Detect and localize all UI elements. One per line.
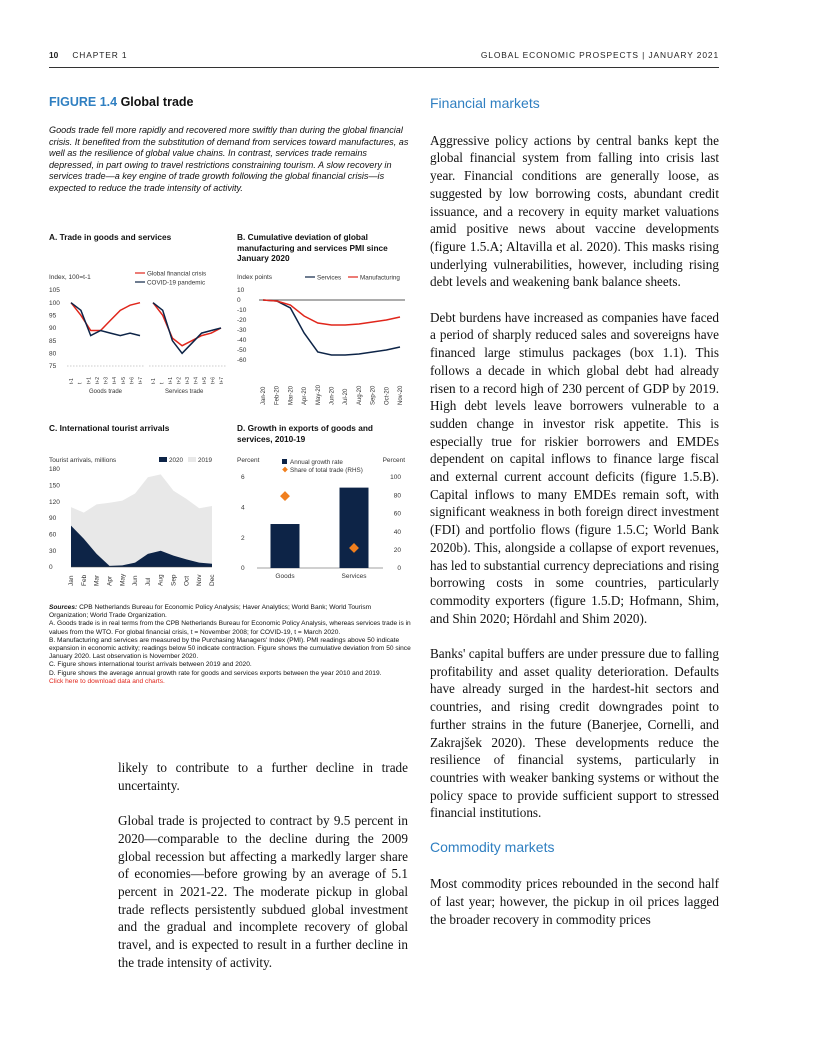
panel-c-xtick: Apr: [106, 575, 114, 586]
figure-sources: [49, 604, 411, 686]
panel-d-xtick: Goods: [275, 573, 295, 580]
panel-d-xtick: Services: [341, 573, 367, 580]
panel-c-title: C. International tourist arrivals: [49, 423, 170, 433]
panel-a-ytick: 85: [49, 337, 57, 345]
sources-line: [49, 604, 411, 620]
figure-number: FIGURE 1.4: [49, 95, 118, 109]
panel-b-xtick: May-20: [315, 384, 322, 405]
panel-a: [49, 232, 229, 402]
panel-a-services-xtick: t+6: [210, 376, 217, 384]
panel-d-bar-services: [340, 488, 369, 568]
panel-b-ytick: -20: [237, 317, 247, 325]
panel-d-legend-share: Share of total trade (RHS): [290, 467, 363, 474]
panel-a-goods-xtick: t: [77, 382, 84, 384]
financial-paragraph-3: Banks' capital buffers are under pressure due to falling profitability and asset quality deterioration. Defaults have already surged in the hardest-hit sectors and countries, and rising credit downgrades point to further strains in the future (Banerjee, Cornelli, and Zakrajšek 2020). These developments reduce the resilience of financial systems, particularly in countries with weaker banking systems or without the policy space to provide sufficient support to stressed financial institutions.: [430, 646, 719, 821]
panel-b-ylabel: Index points: [237, 274, 273, 281]
panel-c-xtick: Jun: [132, 575, 140, 586]
commodity-paragraph-1: Most commodity prices rebounded in the second half of last year; however, the pickup in oil prices lagged the broader recovery in commodity prices: [430, 876, 719, 927]
panel-c-xtick: Jan: [68, 575, 75, 586]
panel-a-group-services: Services trade: [165, 389, 204, 395]
panel-a-services-xtick: t-1: [151, 378, 157, 384]
panel-b-xtick: Mar-20: [288, 385, 295, 405]
panel-c-ytick: 30: [49, 547, 57, 555]
panel-c-ytick: 150: [49, 482, 60, 490]
panel-b-xtick: Aug-20: [356, 385, 363, 405]
panel-d-chart: [237, 453, 409, 603]
panel-d-ytick-left: 2: [241, 534, 245, 542]
note-c: C. Figure shows international tourist arrivals between 2019 and 2020.: [49, 661, 252, 669]
panel-d-legend-growth: Annual growth rate: [290, 459, 343, 466]
left-paragraph-2: Global trade is projected to contract by 9.5 percent in 2020—comparable to the decline during the 2009 global recession but affecting a markedly larger share of economies—before growing by an average of 5.1 percent in 2021-22. The moderate pickup in global trade reflects persistently subdued global investment and the gradual and incomplete recovery of global travel, and is expected to result in a further decline in the trade intensity of activity.: [118, 813, 408, 970]
panel-a-ytick: 75: [49, 363, 57, 371]
panel-a-goods-xtick: t+3: [103, 376, 110, 384]
panel-a-services-line-covid: [153, 303, 221, 354]
note-b: B. Manufacturing and services are measured by the Purchasing Managers' Index (PMI). PMI readings above 50 indicate expansion in economic activity; readings below 50 indicate contraction. Figure shows the cumulative deviation from 50 since January 2020. Last observation is November 2020.: [49, 636, 411, 661]
financial-paragraph-1: Aggressive policy actions by central banks kept the global financial system from falling into crisis last year. Financial conditions are generally loose, as suggested by low borrowing costs, abundant credit issuance, and a recovery in equity market valuations amid positive news about vaccine developments (figure 1.5.A; Altavilla et al. 2020). This masks rising underlying vulnerabilities, however, including rising debt levels and weakening bank balance sheets.: [430, 132, 719, 290]
left-column-body: [118, 759, 408, 989]
panel-a-goods-line-gfc: [71, 303, 140, 331]
panel-c-xtick: Aug: [157, 574, 165, 586]
page-number: 10: [49, 50, 59, 60]
figure-block: [49, 95, 410, 194]
panel-a-services-line-gfc: [153, 303, 221, 346]
panel-b: [237, 232, 409, 405]
panel-a-goods-xtick: t+7: [138, 376, 144, 384]
panel-d-ytick-right: 60: [393, 510, 401, 518]
header-rule: [49, 67, 719, 68]
right-column: [430, 95, 719, 946]
panel-a-goods-xtick: t-1: [69, 378, 75, 384]
panel-a-goods-xtick: t+6: [129, 376, 136, 384]
panel-b-xtick: Jan-20: [261, 386, 267, 405]
panel-d-legend-growth-swatch: [282, 459, 287, 464]
heading-financial-markets: Financial markets: [430, 95, 540, 111]
panel-b-xtick: Jun-20: [329, 386, 336, 405]
panel-c-legend-2019: 2019: [198, 457, 213, 464]
publication-title: GLOBAL ECONOMIC PROSPECTS | JANUARY 2021: [480, 50, 719, 60]
panel-b-line-manufacturing: [263, 300, 400, 325]
panel-b-xtick: Jul-20: [343, 388, 350, 405]
panel-a-legend-covid: COVID-19 pandemic: [147, 279, 206, 287]
panel-d-ytick-right: 20: [393, 547, 401, 554]
panel-c: [49, 423, 229, 593]
left-paragraph-1: likely to contribute to a further decline in trade uncertainty.: [118, 760, 408, 793]
panel-a-goods-xtick: t+4: [112, 376, 119, 384]
panel-c-xtick: Feb: [80, 574, 88, 586]
panel-c-xtick: Mar: [93, 574, 101, 586]
panel-b-xtick: Sep-20: [370, 385, 377, 405]
panel-a-ytick: 95: [49, 312, 57, 320]
panel-d-ylabel-left: Percent: [237, 457, 260, 464]
panel-d-ytick-right: 100: [390, 474, 401, 482]
running-header: [49, 50, 719, 66]
panel-a-ytick: 90: [49, 325, 57, 333]
panel-c-xtick: Nov: [196, 574, 204, 586]
financial-paragraph-2: Debt burdens have increased as companies have faced a period of sharply reduced sales and sovereigns have financed large stimulus packages (box 1.1). This follows a decade in which global debt had already risen to a record high of 230 percent of GDP by 2019. High debt levels leave borrowers vulnerable to a sudden change in investor risk appetite. This is especially true for riskier borrowers and EMDEs dependent on capital inflows to finance large fiscal and external current account deficits (figure 1.5.B). Capital inflows to many EMDEs remain soft, with significant weakness in both foreign direct investment (FDI) and portfolio flows (figure 1.5.C; World Bank 2020b). This, alongside a collapse of export revenues, has led to substantial currency depreciations and rising borrowing costs in some countries, particularly commodity exporters (figure 1.5.D; Hofmann, Shim, and Shin 2020; Hördahl and Shim 2020).: [430, 309, 719, 626]
panel-b-xtick: Oct-20: [384, 386, 391, 405]
panel-a-ytick: 105: [49, 287, 60, 295]
panel-a-goods-xtick: t+1: [86, 376, 93, 384]
panel-a-ytick: 100: [49, 299, 60, 307]
figure-title-text: Global trade: [120, 95, 194, 109]
panel-d-ytick-left: 4: [241, 504, 245, 512]
panel-a-ylabel: Index, 100=t-1: [49, 274, 91, 281]
panel-b-line-services: [263, 300, 400, 355]
panel-c-xtick: May: [119, 573, 127, 586]
panel-c-ytick: 60: [49, 531, 57, 539]
panel-b-chart: [237, 270, 409, 410]
panel-d-legend-share-swatch: [282, 467, 288, 473]
panel-c-xtick: Jul: [144, 577, 152, 586]
panel-b-ytick: 0: [237, 297, 241, 305]
panel-b-legend-manufacturing: Manufacturing: [360, 274, 400, 282]
panel-b-xtick: Apr-20: [302, 386, 309, 405]
panel-a-services-xtick: t+2: [176, 376, 183, 384]
panel-a-chart: [49, 270, 229, 420]
panel-a-services-xtick: t+7: [219, 376, 225, 384]
panel-c-ytick: 180: [49, 466, 60, 474]
panel-a-legend-gfc: Global financial crisis: [147, 270, 207, 278]
panel-a-group-goods: Goods trade: [89, 389, 123, 395]
panel-c-ylabel: Tourist arrivals, millions: [49, 457, 117, 464]
sources-label: Sources:: [49, 604, 78, 611]
panel-c-chart: [49, 453, 229, 603]
panel-b-ytick: -60: [237, 357, 247, 365]
download-link[interactable]: Click here to download data and charts.: [49, 677, 165, 685]
panel-a-services-xtick: t+1: [168, 376, 174, 384]
figure-title: [49, 95, 410, 109]
panel-d-ytick-left: 0: [241, 565, 245, 573]
panel-c-legend-2020: 2020: [169, 457, 184, 464]
panel-d-bar-goods: [271, 524, 300, 568]
panel-b-ytick: -30: [237, 327, 247, 335]
panel-a-goods-xtick: t+2: [94, 376, 101, 384]
panel-a-title: A. Trade in goods and services: [49, 232, 172, 242]
chapter-label: CHAPTER 1: [72, 50, 128, 60]
panel-b-ytick: 10: [237, 287, 245, 295]
panel-c-xtick: Oct: [183, 575, 191, 586]
panel-a-ytick: 80: [49, 350, 57, 358]
panel-c-xtick: Dec: [209, 574, 216, 586]
panel-d-ytick-right: 40: [393, 528, 401, 536]
panel-c-xtick: Sep: [170, 574, 178, 586]
panel-d-ytick-left: 6: [241, 474, 245, 482]
panel-d-marker-goods: [280, 491, 290, 501]
figure-caption: Goods trade fell more rapidly and recovered more swiftly than during the global financial crisis. It benefited from the substitution of demand from services toward manufactures, as well as the resilience of global value chains. In contrast, services trade remains depressed, in part owing to travel restrictions constraining tourism. A slow recovery in services trade—a key engine of trade growth following the global financial crisis—is expected to reduce the trade intensity of activity.: [49, 125, 409, 193]
panel-a-goods-xtick: t+5: [120, 376, 127, 384]
panel-c-ytick: 120: [49, 498, 60, 506]
note-d: D. Figure shows the average annual growth rate for goods and services exports between the year 2010 and 2019.: [49, 669, 382, 677]
panel-b-ytick: -10: [237, 307, 247, 315]
sources-text: CPB Netherlands Bureau for Economic Policy Analysis; Haver Analytics; World Bank; World Tourism Organization; World Trade Organization.: [49, 604, 372, 620]
panel-b-xtick: Feb-20: [274, 385, 281, 405]
panel-d: [237, 423, 409, 593]
panel-c-ytick: 0: [49, 564, 53, 572]
panel-b-ytick: -40: [237, 337, 247, 345]
panel-c-legend-2019-swatch: [188, 457, 196, 462]
panel-a-services-xtick: t+5: [202, 376, 208, 384]
panel-a-services-xtick: t+3: [185, 376, 191, 384]
panel-c-legend-2020-swatch: [159, 457, 167, 462]
panel-a-services-xtick: t: [159, 382, 166, 384]
panel-b-legend-services: Services: [317, 274, 342, 282]
panel-b-xtick: Nov-20: [398, 385, 404, 405]
panel-c-ytick: 90: [49, 515, 57, 523]
note-a: A. Goods trade is in real terms from the CPB Netherlands Bureau for Economic Policy Analysis, whereas services trade is in values from the WTO. For global financial crisis, t = November 2008; for COVID-19, t = March 2020.: [49, 620, 411, 636]
panel-b-ytick: -50: [237, 347, 247, 355]
panel-d-ylabel-right: Percent: [382, 457, 405, 464]
panel-d-ytick-right: 0: [397, 565, 401, 573]
panel-a-services-xtick: t+4: [193, 376, 200, 384]
panel-d-title: D. Growth in exports of goods and services, 2010-19: [237, 423, 373, 444]
heading-commodity-markets: Commodity markets: [430, 838, 555, 855]
panel-b-title: B. Cumulative deviation of global manufacturing and services PMI since January 2020: [237, 232, 388, 263]
panel-a-goods-line-covid: [71, 303, 140, 336]
panel-d-ytick-right: 80: [393, 492, 401, 500]
